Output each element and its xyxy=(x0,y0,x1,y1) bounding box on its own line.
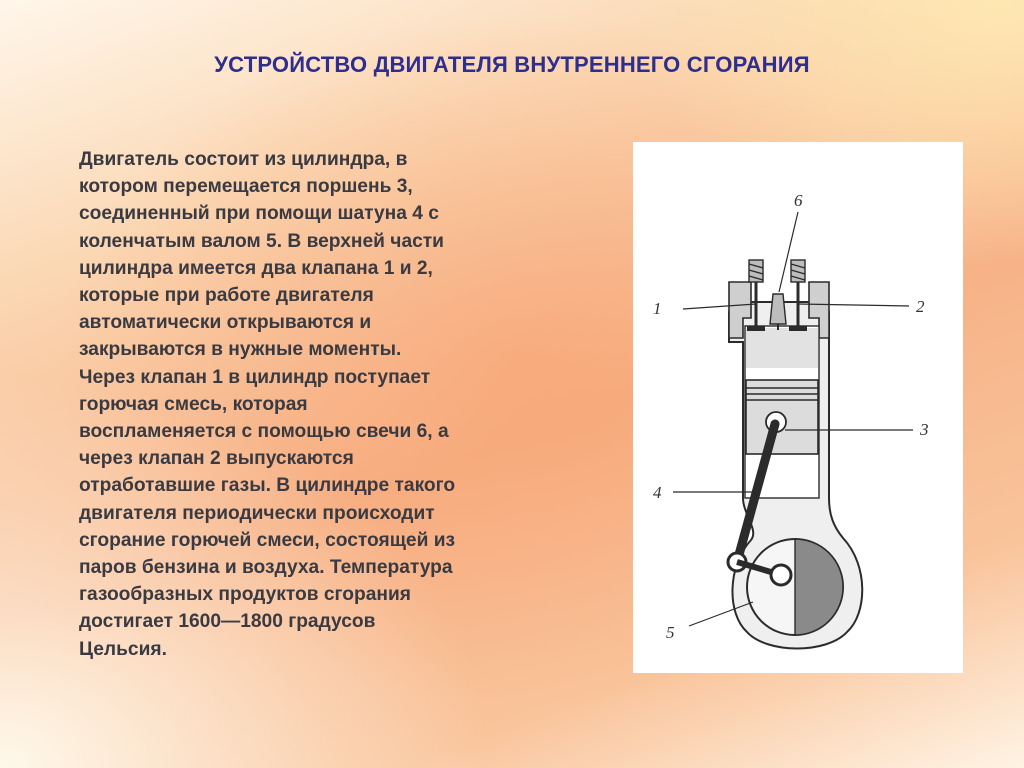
exhaust-valve-head xyxy=(789,326,807,331)
slide-title: УСТРОЙСТВО ДВИГАТЕЛЯ ВНУТРЕННЕГО СГОРАНИЯ xyxy=(214,52,810,77)
combustion-chamber xyxy=(746,328,818,368)
label-crankshaft-5: 5 xyxy=(666,623,675,642)
label-valve-2: 2 xyxy=(916,297,925,316)
valve-spring-left xyxy=(749,260,763,282)
spark-plug xyxy=(770,294,786,330)
crankshaft-axis xyxy=(771,565,791,585)
intake-valve-head xyxy=(747,326,765,331)
piston xyxy=(746,380,818,454)
valve-spring-right xyxy=(791,260,805,282)
engine-diagram xyxy=(633,142,963,673)
body-text: Двигатель состоит из цилиндра, в котором перемещается поршень 3, соединенный при помощи шатуна 4 с коленчатым валом 5. В верхней части цилиндра имеется два клапана 1 и 2, которые при работе двигателя автоматически открываются и закрываются в нужные моменты. Через клапан 1 в цилиндр поступает горючая смесь, которая воспламеняется с помощью свечи 6, а через клапан 2 выпускаются отработавшие газы. В цилиндре такого двигателя периодически происходит сгорание горючей смеси, состоящей из паров бензина и воздуха. Температура газообразных продуктов сгорания достигает 1600—1800 градусов Цельсия. xyxy=(79,149,456,660)
engine-diagram-panel xyxy=(633,142,963,673)
label-rod-4: 4 xyxy=(653,483,662,502)
label-spark-plug-6: 6 xyxy=(794,191,803,210)
label-valve-1: 1 xyxy=(653,299,662,318)
label-piston-3: 3 xyxy=(920,420,929,439)
